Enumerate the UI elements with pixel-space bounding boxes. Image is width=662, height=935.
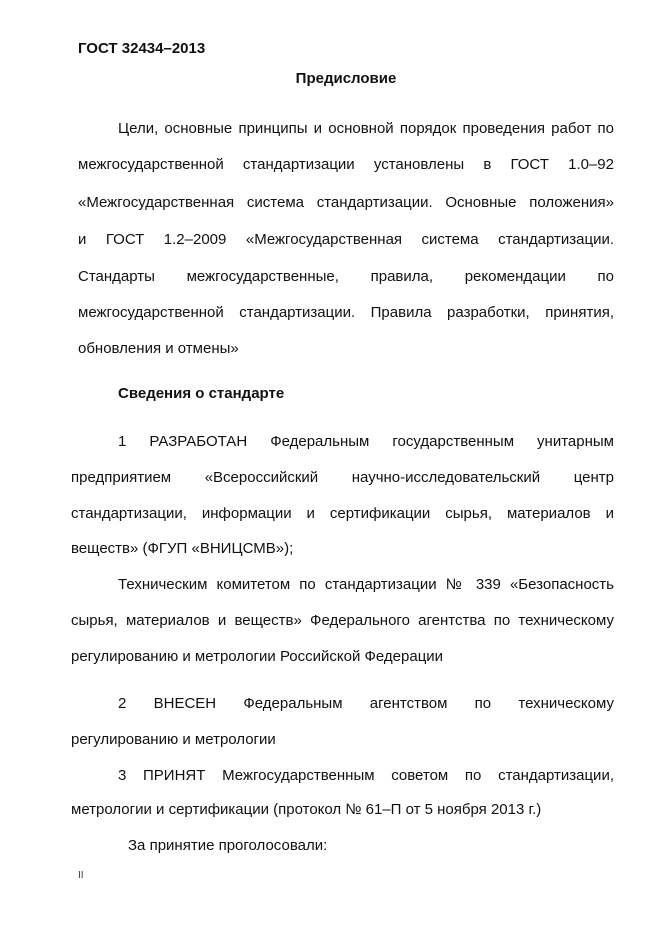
preface-line: Цели, основные принципы и основной порядок проведения работ по (118, 120, 614, 137)
item3-line: метрологии и сертификации (протокол № 61–П от 5 ноября 2013 г.) (71, 801, 542, 818)
committee-line: Техническим комитетом по стандартизации № 339 «Безопасность (118, 576, 614, 593)
preface-line: межгосударственной стандартизации. Правила разработки, принятия, (78, 304, 614, 321)
section-title: Предисловие (295, 70, 397, 87)
item2-line: регулированию и метрологии (71, 731, 276, 748)
document-code: ГОСТ 32434–2013 (78, 40, 206, 57)
committee-line: сырья, материалов и веществ» Федерального агентства по техническому (71, 612, 614, 629)
preface-line: «Межгосударственная система стандартизации. Основные положения» (78, 194, 614, 211)
preface-line: и ГОСТ 1.2–2009 «Межгосударственная система стандартизации. (78, 231, 614, 248)
item2-line: 2 ВНЕСЕН Федеральным агентством по техническому (118, 695, 614, 712)
committee-line: регулированию и метрологии Российской Федерации (71, 648, 444, 665)
item1-line: стандартизации, информации и сертификации сырья, материалов и (71, 505, 614, 522)
preface-line: обновления и отмены» (78, 340, 239, 357)
preface-line: Стандарты межгосударственные, правила, рекомендации по (78, 268, 614, 285)
item1-line: предприятием «Всероссийский научно-исследовательский центр (71, 469, 614, 486)
page-number: II (78, 870, 84, 881)
preface-line: межгосударственной стандартизации установлены в ГОСТ 1.0–92 (78, 156, 614, 173)
item3-line: 3 ПРИНЯТ Межгосударственным советом по стандартизации, (118, 767, 614, 784)
voting-line: За принятие проголосовали: (128, 837, 328, 854)
item1-line: 1 РАЗРАБОТАН Федеральным государственным унитарным (118, 433, 614, 450)
standard-info-title: Сведения о стандарте (118, 385, 285, 402)
item1-line: веществ» (ФГУП «ВНИЦСМВ»); (71, 540, 294, 557)
